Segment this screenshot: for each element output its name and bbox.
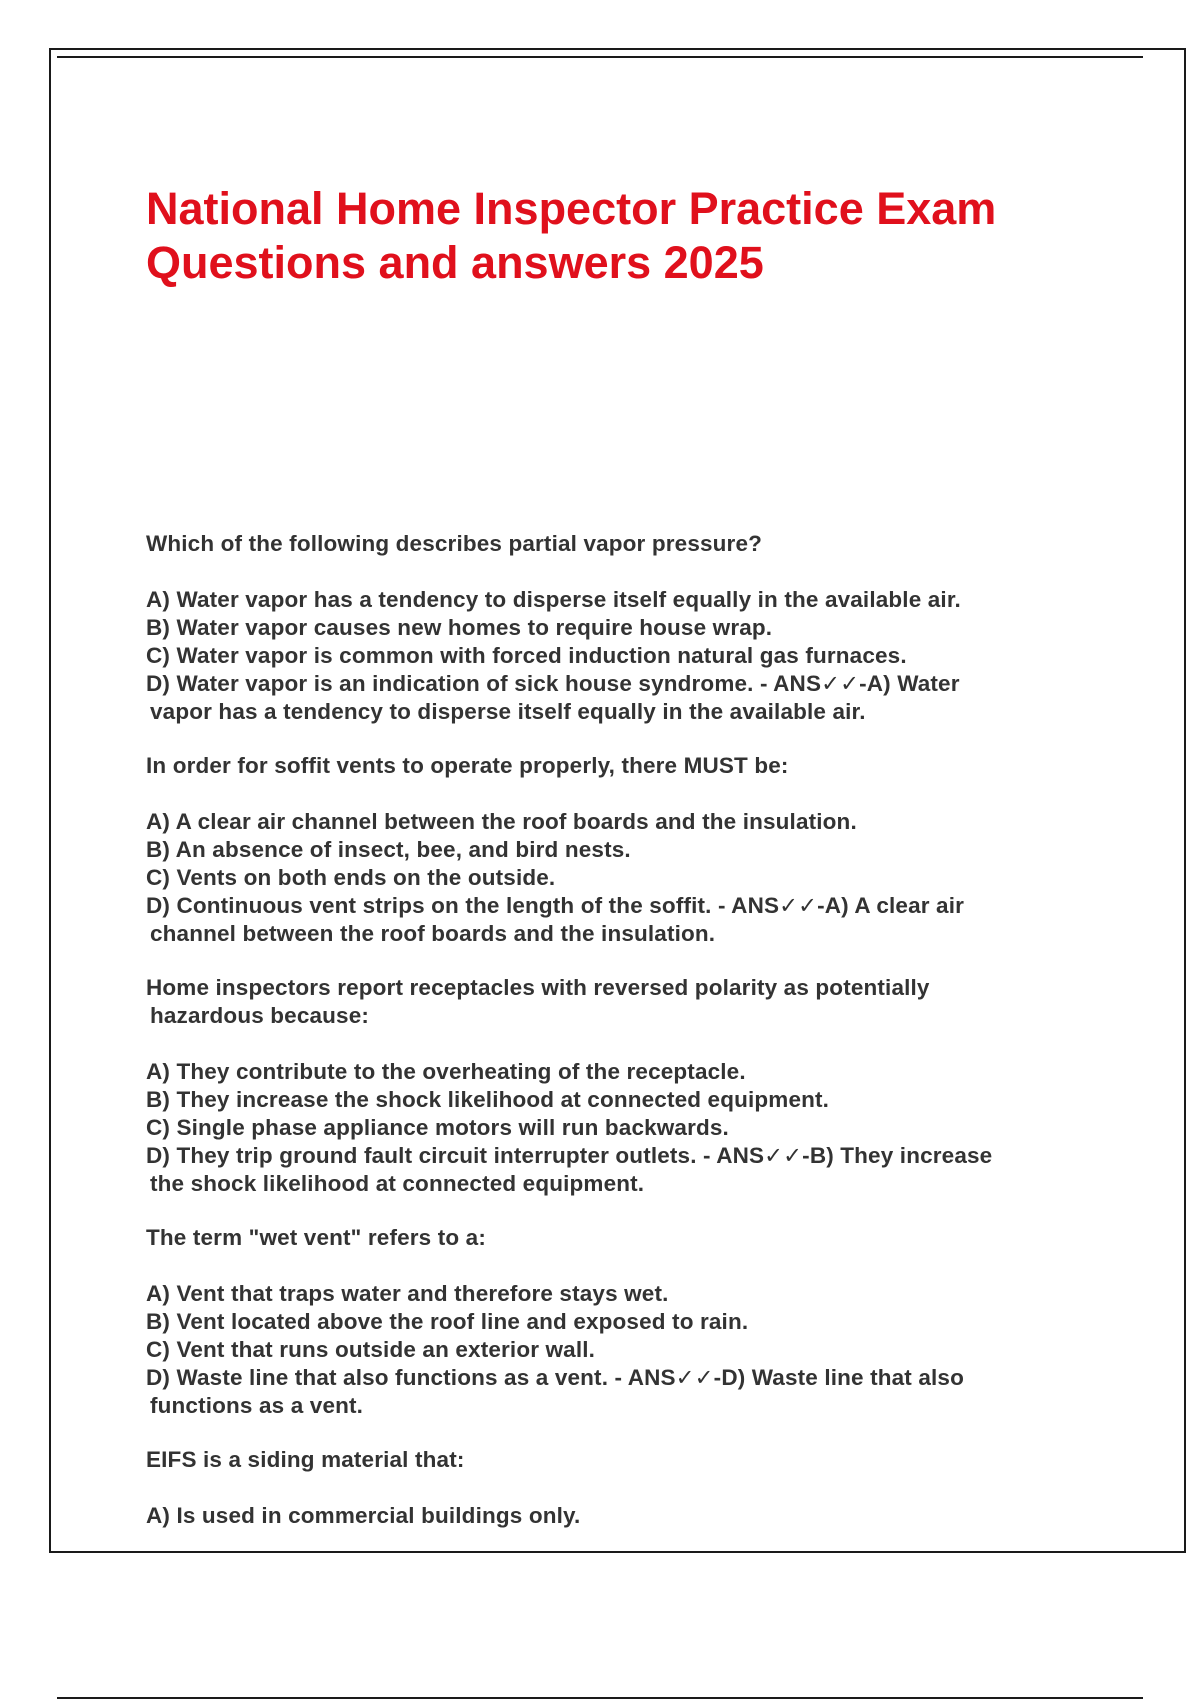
- question-list: [146, 530, 1086, 1530]
- question-block: [146, 974, 1086, 1198]
- option-list: [146, 1502, 1086, 1530]
- question-block: [146, 1224, 1086, 1420]
- question-text: The term "wet vent" refers to a:: [146, 1225, 486, 1250]
- option-c: C) Vent that runs outside an exterior wall.: [146, 1337, 596, 1362]
- option-list: [146, 586, 1086, 726]
- question-text-continuation: hazardous because:: [150, 1003, 370, 1028]
- option-b: B) Water vapor causes new homes to require house wrap.: [146, 615, 773, 640]
- option-a: A) Water vapor has a tendency to disperse itself equally in the available air.: [146, 587, 961, 612]
- question-block: [146, 1446, 1086, 1530]
- option-list: [146, 1058, 1086, 1198]
- option-c: C) Water vapor is common with forced induction natural gas furnaces.: [146, 643, 907, 668]
- option-d-with-answer: D) Continuous vent strips on the length of the soffit. - ANS✓✓-A) A clear air: [146, 893, 965, 918]
- option-list: [146, 808, 1086, 948]
- answer-continuation: functions as a vent.: [150, 1393, 364, 1418]
- title-line-2: Questions and answers 2025: [146, 237, 764, 288]
- question-text: Home inspectors report receptacles with reversed polarity as potentially: [146, 975, 930, 1000]
- option-b: B) An absence of insect, bee, and bird nests.: [146, 837, 631, 862]
- title-line-1: National Home Inspector Practice Exam: [146, 183, 997, 234]
- question-text: In order for soffit vents to operate properly, there MUST be:: [146, 753, 789, 778]
- option-list: [146, 1280, 1086, 1420]
- option-a: A) Vent that traps water and therefore stays wet.: [146, 1281, 669, 1306]
- option-b: B) They increase the shock likelihood at connected equipment.: [146, 1087, 830, 1112]
- bottom-rule: [57, 1697, 1143, 1699]
- question-block: [146, 752, 1086, 948]
- option-d-with-answer: D) Waste line that also functions as a vent. - ANS✓✓-D) Waste line that also: [146, 1365, 964, 1390]
- option-b: B) Vent located above the roof line and exposed to rain.: [146, 1309, 749, 1334]
- answer-continuation: the shock likelihood at connected equipment.: [150, 1171, 645, 1196]
- answer-continuation: vapor has a tendency to disperse itself equally in the available air.: [150, 699, 866, 724]
- document-title: [146, 182, 1046, 290]
- answer-continuation: channel between the roof boards and the insulation.: [150, 921, 716, 946]
- question-block: [146, 530, 1086, 726]
- option-a: A) A clear air channel between the roof boards and the insulation.: [146, 809, 857, 834]
- option-d-with-answer: D) Water vapor is an indication of sick house syndrome. - ANS✓✓-A) Water: [146, 671, 960, 696]
- option-a: A) They contribute to the overheating of the receptacle.: [146, 1059, 746, 1084]
- option-c: C) Vents on both ends on the outside.: [146, 865, 556, 890]
- option-c: C) Single phase appliance motors will run backwards.: [146, 1115, 729, 1140]
- option-a: A) Is used in commercial buildings only.: [146, 1503, 581, 1528]
- option-d-with-answer: D) They trip ground fault circuit interrupter outlets. - ANS✓✓-B) They increase: [146, 1143, 993, 1168]
- question-text: EIFS is a siding material that:: [146, 1447, 465, 1472]
- question-text: Which of the following describes partial vapor pressure?: [146, 531, 763, 556]
